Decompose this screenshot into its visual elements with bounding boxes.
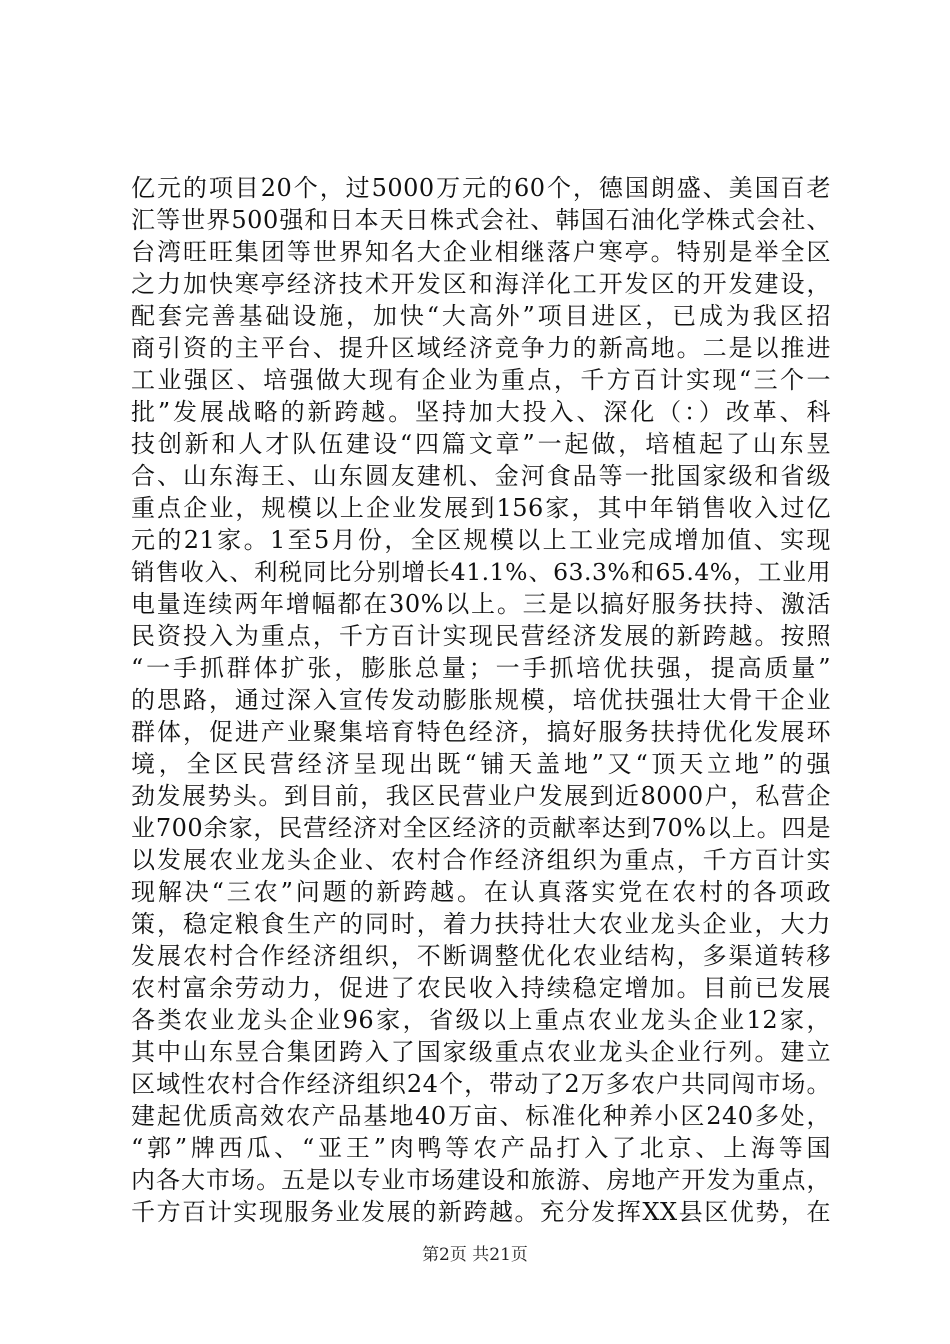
text-line: 内各大市场。五是以专业市场建设和旅游、房地产开发为重点，	[131, 1166, 831, 1194]
text-line: 现解决“三农”问题的新跨越。在认真落实党在农村的各项政	[131, 878, 831, 906]
text-line: “郭”牌西瓜、“亚王”肉鸭等农产品打入了北京、上海等国	[131, 1134, 831, 1162]
body-text	[131, 172, 831, 1228]
text-line: 其中山东昱合集团跨入了国家级重点农业龙头企业行列。建立	[131, 1038, 831, 1066]
text-line: 民资投入为重点，千方百计实现民营经济发展的新跨越。按照	[131, 622, 831, 650]
text-line: 各类农业龙头企业96家，省级以上重点农业龙头企业12家，	[131, 1006, 831, 1034]
text-line: 劲发展势头。到目前，我区民营业户发展到近8000户，私营企	[131, 782, 831, 810]
text-line: 区域性农村合作经济组织24个，带动了2万多农户共同闯市场。	[131, 1070, 831, 1098]
text-line: 重点企业，规模以上企业发展到156家，其中年销售收入过亿	[131, 494, 831, 522]
text-line: 亿元的项目20个，过5000万元的60个，德国朗盛、美国百老	[131, 174, 831, 202]
text-line: 千方百计实现服务业发展的新跨越。充分发挥XX县区优势，在	[131, 1198, 831, 1226]
text-line: 的思路，通过深入宣传发动膨胀规模，培优扶强壮大骨干企业	[131, 686, 831, 714]
text-line: 合、山东海王、山东圆友建机、金河食品等一批国家级和省级	[131, 462, 831, 490]
text-line: 汇等世界500强和日本天日株式会社、韩国石油化学株式会社、	[131, 206, 831, 234]
text-line: 电量连续两年增幅都在30%以上。三是以搞好服务扶持、激活	[131, 590, 831, 618]
text-line: “一手抓群体扩张，膨胀总量；一手抓培优扶强，提高质量”	[131, 654, 831, 682]
text-line: 元的21家。1至5月份，全区规模以上工业完成增加值、实现	[131, 526, 831, 554]
text-line: 销售收入、利税同比分别增长41.1%、63.3%和65.4%，工业用	[131, 558, 831, 586]
text-line: 批”发展战略的新跨越。坚持加大投入、深化（：）改革、科	[131, 398, 831, 426]
text-line: 商引资的主平台、提升区域经济竞争力的新高地。二是以推进	[131, 334, 831, 362]
text-line: 以发展农业龙头企业、农村合作经济组织为重点，千方百计实	[131, 846, 831, 874]
page-footer: 第2页 共21页	[422, 1245, 528, 1265]
text-line: 发展农村合作经济组织，不断调整优化农业结构，多渠道转移	[131, 942, 831, 970]
text-line: 之力加快寒亭经济技术开发区和海洋化工开发区的开发建设，	[131, 270, 831, 298]
text-line: 群体，促进产业聚集培育特色经济，搞好服务扶持优化发展环	[131, 718, 831, 746]
text-line: 业700余家，民营经济对全区经济的贡献率达到70%以上。四是	[131, 814, 831, 842]
text-line: 策，稳定粮食生产的同时，着力扶持壮大农业龙头企业，大力	[131, 910, 831, 938]
text-line: 境，全区民营经济呈现出既“铺天盖地”又“顶天立地”的强	[131, 750, 831, 778]
text-line: 配套完善基础设施，加快“大高外”项目进区，已成为我区招	[131, 302, 831, 330]
text-line: 工业强区、培强做大现有企业为重点，千方百计实现“三个一	[131, 366, 831, 394]
text-line: 农村富余劳动力，促进了农民收入持续稳定增加。目前已发展	[131, 974, 831, 1002]
text-line: 技创新和人才队伍建设“四篇文章”一起做，培植起了山东昱	[131, 430, 831, 458]
text-line: 台湾旺旺集团等世界知名大企业相继落户寒亭。特别是举全区	[131, 238, 831, 266]
text-line: 建起优质高效农产品基地40万亩、标准化种养小区240多处，	[131, 1102, 831, 1130]
